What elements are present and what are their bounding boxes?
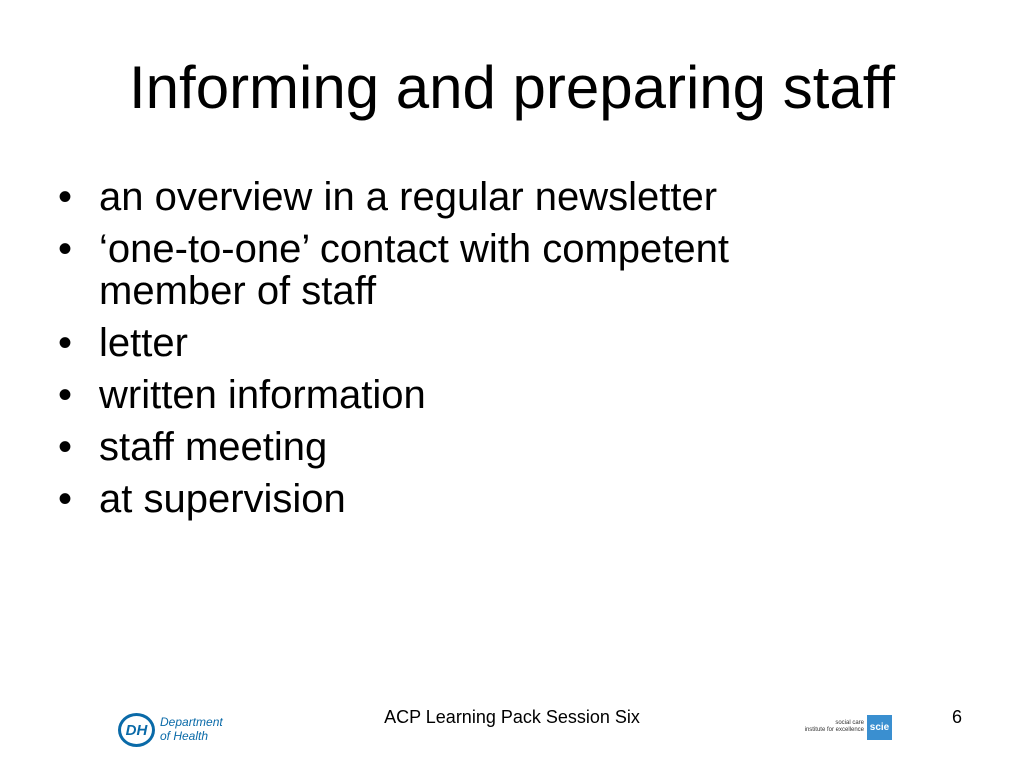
bullet-item [58,176,858,218]
scie-text-line1: social care [835,720,864,726]
page-number: 6 [951,707,962,727]
bullet-icon: • [58,425,73,469]
scie-text-line2: institute for excellence [804,727,864,733]
bullet-icon: • [58,477,73,521]
dh-roundel-text: DH [125,722,148,739]
footer-text: ACP Learning Pack Session Six [384,707,640,727]
bullet-text: an overview in a regular newsletter [99,175,718,219]
bullet-item [58,478,858,520]
bullet-item [58,228,858,312]
bullet-text: written information [99,373,426,417]
dh-name-line2: of Health [160,729,209,743]
bullet-icon: • [58,373,73,417]
bullet-text: staff meeting [99,425,328,469]
scie-mark-icon: scie [867,715,892,740]
scie-text [800,720,864,734]
bullet-item [58,374,858,416]
bullet-icon: • [58,321,73,365]
bullet-list [58,176,858,530]
bullet-icon: • [58,227,73,271]
bullet-icon: • [58,175,73,219]
slide-title: Informing and preparing staff [128,54,896,121]
bullet-item [58,322,858,364]
bullet-text: letter [99,321,188,365]
dh-name-line1: Department [160,715,223,729]
scie-logo [800,713,892,743]
bullet-text: at supervision [99,477,346,521]
bullet-item [58,426,858,468]
bullet-text: ‘one-to-one’ contact with competent member of staff [99,227,729,313]
